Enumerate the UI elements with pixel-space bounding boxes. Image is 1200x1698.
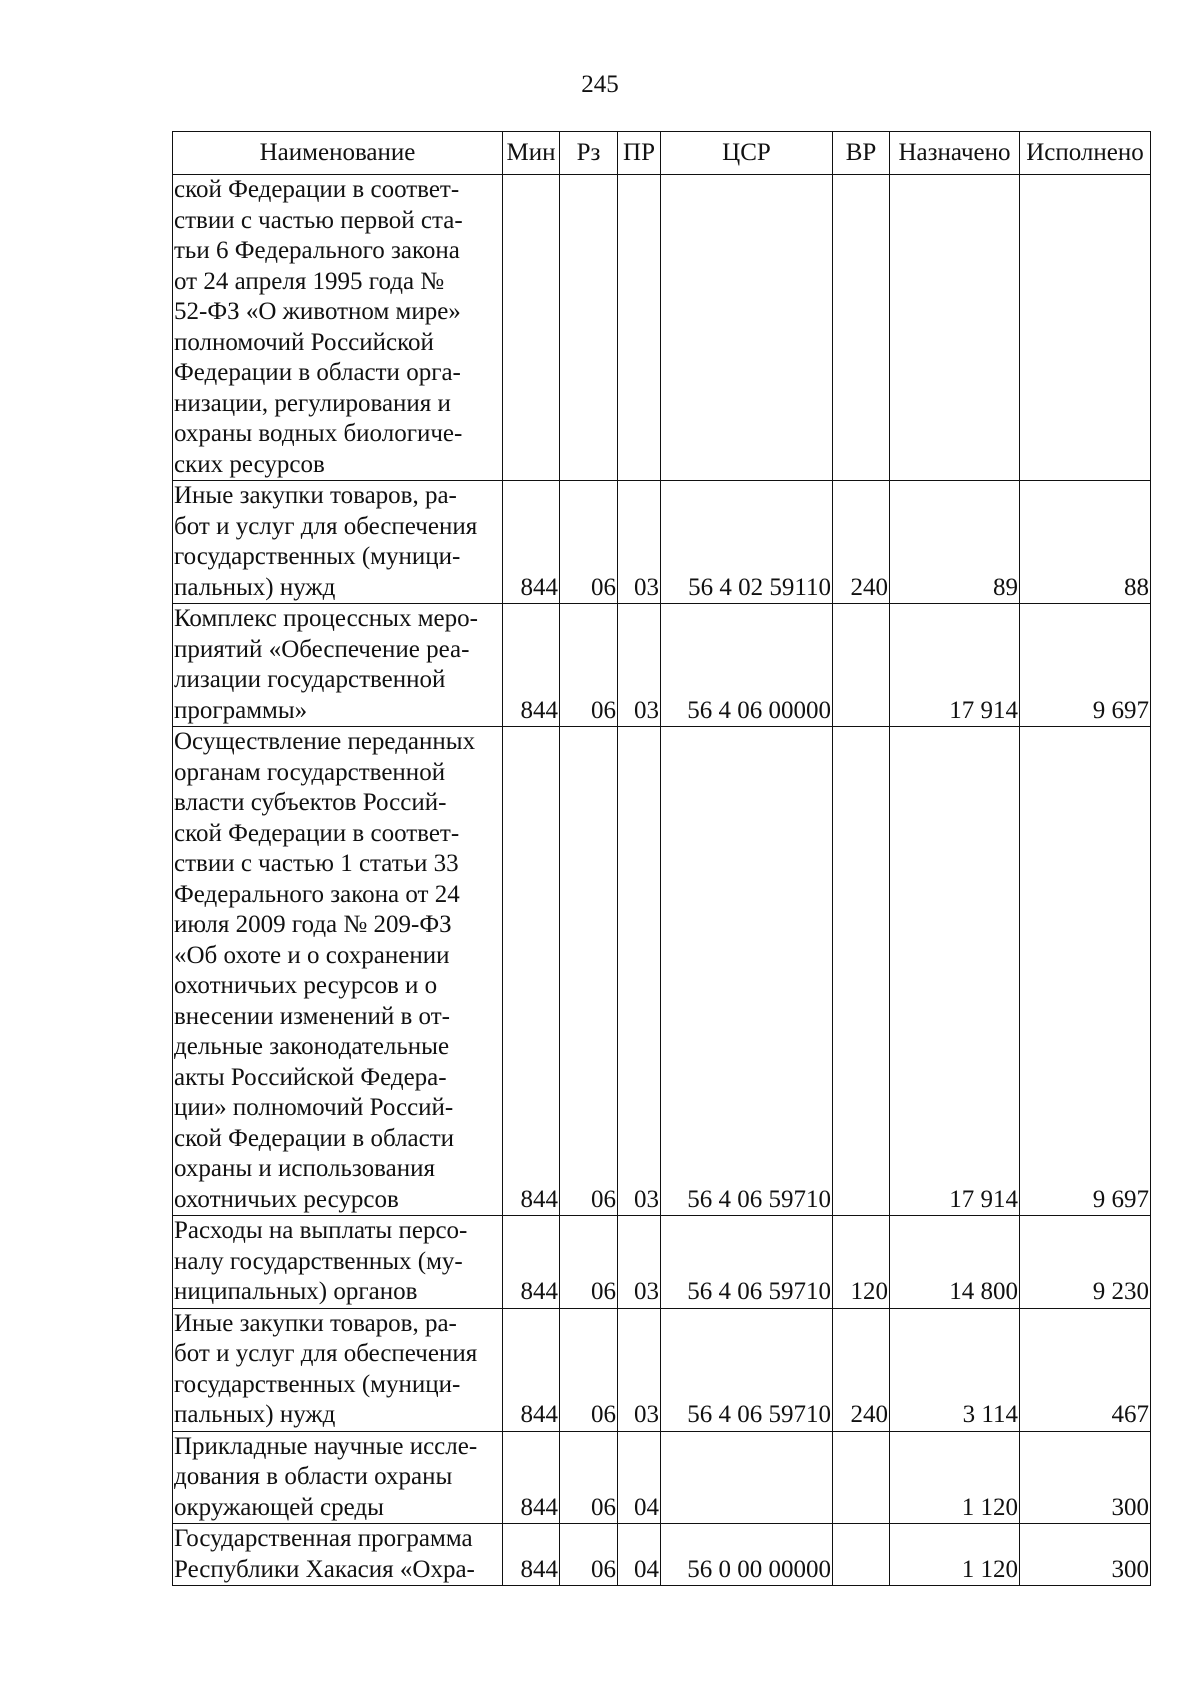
row-executed: 9 697 [1020,727,1151,1216]
row-executed: 467 [1020,1308,1151,1431]
header-executed: Исполнено [1020,132,1151,175]
row-min: 844 [503,1431,560,1524]
table-header-row [173,132,1151,175]
row-rz: 06 [560,727,618,1216]
row-min: 844 [503,1308,560,1431]
row-rz: 06 [560,1431,618,1524]
row-vr: 240 [833,1308,890,1431]
row-rz: 06 [560,1216,618,1309]
row-pr: 03 [618,1216,661,1309]
row-executed: 9 697 [1020,604,1151,727]
table-row [173,1524,1151,1586]
row-rz [560,175,618,481]
row-name: Государственная программа Республики Хакасия «Охра- [173,1524,503,1586]
row-min [503,175,560,481]
row-min: 844 [503,481,560,604]
row-assigned: 14 800 [890,1216,1020,1309]
row-assigned [890,175,1020,481]
row-rz: 06 [560,1524,618,1586]
table-row [173,1216,1151,1309]
row-rz: 06 [560,481,618,604]
table-row [173,175,1151,481]
row-name: Комплекс процессных меро- приятий «Обеспечение реа- лизации государственной программы» [173,604,503,727]
row-executed: 9 230 [1020,1216,1151,1309]
row-assigned: 1 120 [890,1524,1020,1586]
header-vr: ВР [833,132,890,175]
table-row [173,604,1151,727]
header-min: Мин [503,132,560,175]
row-rz: 06 [560,604,618,727]
budget-table [172,131,1151,1586]
row-assigned: 17 914 [890,727,1020,1216]
row-name: Прикладные научные иссле- дования в области охраны окружающей среды [173,1431,503,1524]
row-vr: 240 [833,481,890,604]
table-row [173,481,1151,604]
row-name: ской Федерации в соответ- ствии с частью первой ста- тьи 6 Федерального закона от 24 апреля 1995 года № 52-ФЗ «О животном мире» полномочий Российской Федерации в области орга- низации, регулирования и охраны водных биологиче- ских ресурсов [173,175,503,481]
row-rz: 06 [560,1308,618,1431]
row-min: 844 [503,1216,560,1309]
row-csr: 56 4 06 59710 [661,1216,833,1309]
row-vr [833,1524,890,1586]
row-pr: 04 [618,1524,661,1586]
row-vr [833,604,890,727]
row-csr [661,175,833,481]
row-pr [618,175,661,481]
row-name: Иные закупки товаров, ра- бот и услуг для обеспечения государственных (муници- пальных) нужд [173,481,503,604]
row-pr: 03 [618,481,661,604]
row-assigned: 3 114 [890,1308,1020,1431]
row-executed: 300 [1020,1431,1151,1524]
table-row [173,1431,1151,1524]
row-csr: 56 4 06 00000 [661,604,833,727]
row-min: 844 [503,604,560,727]
row-vr [833,727,890,1216]
row-name: Расходы на выплаты персо- налу государственных (му- ниципальных) органов [173,1216,503,1309]
header-rz: Рз [560,132,618,175]
row-executed: 88 [1020,481,1151,604]
row-min: 844 [503,1524,560,1586]
row-csr [661,1431,833,1524]
table-row [173,1308,1151,1431]
table-row [173,727,1151,1216]
row-name: Иные закупки товаров, ра- бот и услуг для обеспечения государственных (муници- пальных) нужд [173,1308,503,1431]
page-number: 245 [581,71,619,98]
row-assigned: 89 [890,481,1020,604]
row-name: Осуществление переданных органам государственной власти субъектов Россий- ской Федерации в соответ- ствии с частью 1 статьи 33 Федерального закона от 24 июля 2009 года № 209-ФЗ «Об охоте и о сохранении охотничьих ресурсов и о внесении изменений в от- дельные законодательные акты Российской Федера- ции» полномочий Россий- ской Федерации в области охраны и использования охотничьих ресурсов [173,727,503,1216]
header-name: Наименование [173,132,503,175]
row-csr: 56 4 06 59710 [661,727,833,1216]
row-csr: 56 4 02 59110 [661,481,833,604]
row-min: 844 [503,727,560,1216]
row-pr: 03 [618,604,661,727]
row-vr [833,175,890,481]
row-vr: 120 [833,1216,890,1309]
row-pr: 03 [618,1308,661,1431]
row-csr: 56 0 00 00000 [661,1524,833,1586]
header-assigned: Назначено [890,132,1020,175]
row-assigned: 17 914 [890,604,1020,727]
row-executed [1020,175,1151,481]
header-pr: ПР [618,132,661,175]
row-assigned: 1 120 [890,1431,1020,1524]
row-pr: 03 [618,727,661,1216]
row-pr: 04 [618,1431,661,1524]
header-csr: ЦСР [661,132,833,175]
row-executed: 300 [1020,1524,1151,1586]
row-csr: 56 4 06 59710 [661,1308,833,1431]
row-vr [833,1431,890,1524]
